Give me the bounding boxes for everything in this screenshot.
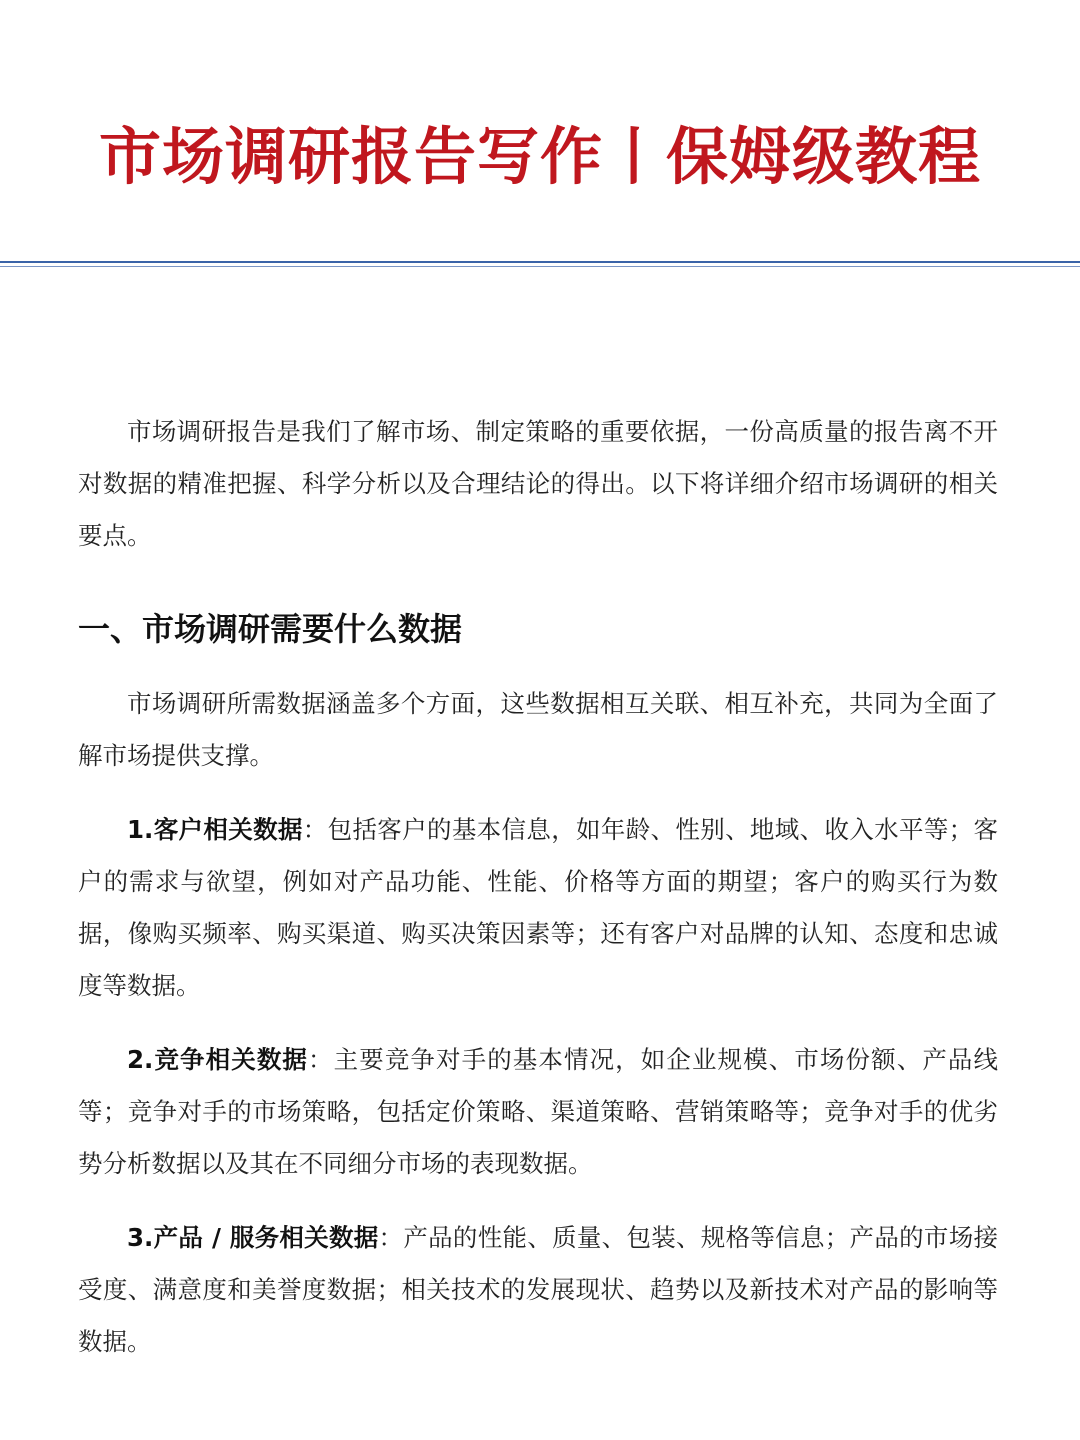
list-item-label: 1.客户相关数据 (127, 815, 303, 844)
document-title: 市场调研报告写作丨保姆级教程 (98, 120, 981, 193)
list-item-text: ：主要竞争对手的基本情况，如企业规模、市场份额、产品线等；竞争对手的市场策略，包括定价策略、渠道策略、营销策略等；竞争对手的优劣势分析数据以及其在不同细分市场的表现数据。 (78, 1045, 999, 1178)
title-divider (0, 261, 1080, 269)
list-item (78, 1212, 998, 1368)
list-item (78, 1034, 998, 1190)
list-item (78, 804, 998, 1012)
section-heading: 一、市场调研需要什么数据 (78, 610, 463, 648)
section-lead-paragraph: 市场调研所需数据涵盖多个方面，这些数据相互关联、相互补充，共同为全面了解市场提供支撑。 (78, 689, 998, 770)
list-item-text: ：包括客户的基本信息，如年龄、性别、地域、收入水平等；客户的需求与欲望，例如对产品功能、性能、价格等方面的期望；客户的购买行为数据，像购买频率、购买渠道、购买决策因素等；还有客户对品牌的认知、态度和忠诚度等数据。 (78, 815, 999, 1000)
list-item-label: 2.竞争相关数据 (127, 1045, 309, 1074)
divider-line-secondary (0, 266, 1080, 267)
document-body (78, 406, 998, 1390)
divider-line-primary (0, 261, 1080, 263)
list-item-text: ：产品的性能、质量、包装、规格等信息；产品的市场接受度、满意度和美誉度数据；相关技术的发展现状、趋势以及新技术对产品的影响等数据。 (78, 1223, 998, 1356)
intro-paragraph: 市场调研报告是我们了解市场、制定策略的重要依据，一份高质量的报告离不开对数据的精准把握、科学分析以及合理结论的得出。以下将详细介绍市场调研的相关要点。 (78, 417, 998, 550)
list-item-label: 3.产品 / 服务相关数据 (127, 1223, 379, 1252)
